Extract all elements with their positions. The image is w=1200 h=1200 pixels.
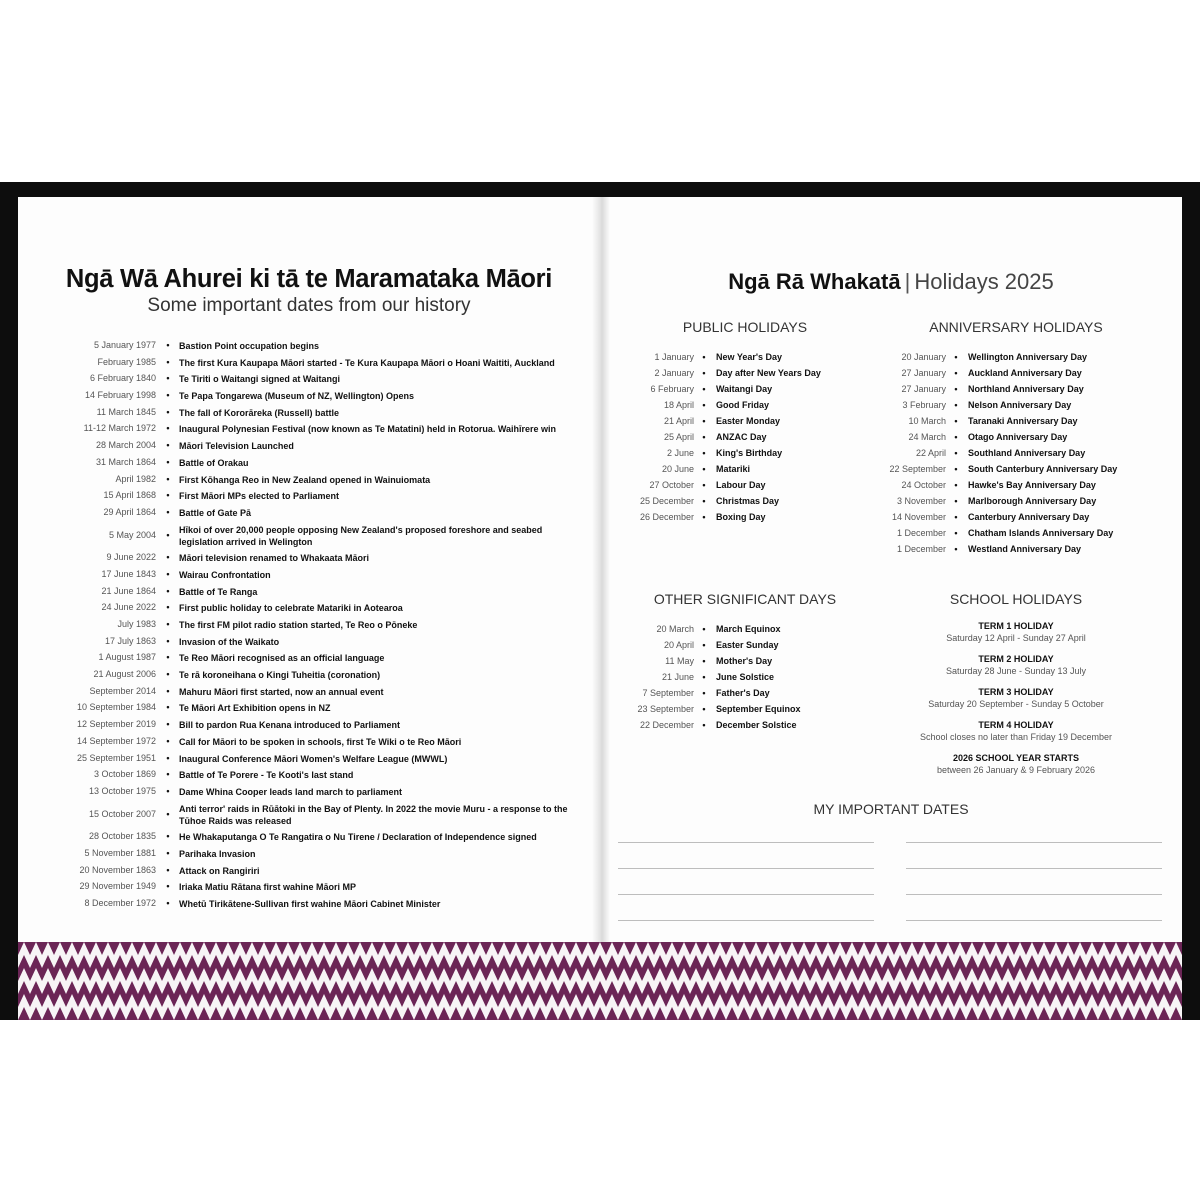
holiday-name: Auckland Anniversary Day <box>968 368 1082 378</box>
holiday-name: Boxing Day <box>716 512 766 522</box>
holiday-name: Wellington Anniversary Day <box>968 352 1088 362</box>
bullet-icon: • <box>166 864 170 875</box>
holiday-name: Father's Day <box>716 688 770 698</box>
bullet-icon: • <box>166 356 170 367</box>
history-date: 28 March 2004 <box>95 440 156 451</box>
holiday-date: 20 April <box>663 640 694 650</box>
bullet-icon: • <box>702 384 706 394</box>
bullet-icon: • <box>166 831 170 842</box>
history-date: 13 October 1975 <box>88 785 156 796</box>
holiday-name: South Canterbury Anniversary Day <box>968 464 1118 474</box>
bullet-icon: • <box>166 473 170 484</box>
bullet-icon: • <box>166 652 170 663</box>
school-term-dates: School closes no later than Friday 19 December <box>919 732 1113 742</box>
history-text: Māori television renamed to Whakaata Māori <box>179 553 370 564</box>
history-date: 21 June 1864 <box>101 585 156 596</box>
right-page <box>600 197 1182 1019</box>
other-days-heading: OTHER SIGNIFICANT DAYS <box>653 591 837 607</box>
history-date: 11 March 1845 <box>96 406 156 417</box>
history-row <box>18 686 600 698</box>
bullet-icon: • <box>166 506 170 517</box>
history-text: First Māori MPs elected to Parliament <box>179 491 340 502</box>
history-text: Attack on Rangiriri <box>179 865 260 876</box>
bullet-icon: • <box>166 752 170 763</box>
bullet-icon: • <box>166 373 170 384</box>
bullet-icon: • <box>166 529 170 540</box>
history-date: 21 August 2006 <box>93 669 156 680</box>
history-row <box>18 586 600 598</box>
holiday-name: Labour Day <box>716 480 766 490</box>
history-date: 1 August 1987 <box>98 652 156 663</box>
holiday-date: 25 April <box>663 432 694 442</box>
bullet-icon: • <box>702 672 706 682</box>
history-date: 31 March 1864 <box>95 456 156 467</box>
bullet-icon: • <box>954 480 958 490</box>
history-text: Bastion Point occupation begins <box>179 341 320 351</box>
bullet-icon: • <box>166 881 170 892</box>
bullet-icon: • <box>166 585 170 596</box>
history-text: Dame Whina Cooper leads land march to parliament <box>179 786 403 797</box>
holiday-name: March Equinox <box>716 624 781 634</box>
public-holidays-heading: PUBLIC HOLIDAYS <box>682 319 808 335</box>
holiday-name: Christmas Day <box>716 496 780 506</box>
bullet-icon: • <box>702 624 706 634</box>
bullet-icon: • <box>702 432 706 442</box>
history-row <box>18 898 600 910</box>
right-page-title <box>600 269 1182 295</box>
bullet-icon: • <box>166 552 170 563</box>
holiday-date: 20 June <box>661 464 694 474</box>
history-text: Te rā koroneihana o Kingi Tuheitia (coronation) <box>179 670 381 681</box>
holiday-date: 27 January <box>901 368 946 378</box>
bullet-icon: • <box>954 448 958 458</box>
holiday-date: 21 June <box>661 672 694 682</box>
history-row <box>18 440 600 452</box>
holiday-name: Otago Anniversary Day <box>968 432 1068 442</box>
bullet-icon: • <box>702 656 706 666</box>
title-maori: Ngā Rā Whakatā <box>728 269 901 294</box>
school-term-title: TERM 1 HOLIDAY <box>978 621 1054 631</box>
school-holiday-block <box>900 653 1132 677</box>
bullet-icon: • <box>166 735 170 746</box>
history-row <box>18 507 600 519</box>
holiday-name: Easter Monday <box>716 416 781 426</box>
history-text: Battle of Gate Pā <box>179 507 252 518</box>
history-date: February 1985 <box>97 356 156 367</box>
holiday-date: 20 January <box>901 352 946 362</box>
history-row <box>18 552 600 564</box>
holiday-date: 7 September <box>642 688 694 698</box>
history-date: 20 November 1863 <box>79 864 156 875</box>
bullet-icon: • <box>954 416 958 426</box>
bullet-icon: • <box>702 704 706 714</box>
bullet-icon: • <box>166 340 170 350</box>
school-holidays-list <box>900 620 1132 785</box>
history-row <box>18 474 600 486</box>
bullet-icon: • <box>166 568 170 579</box>
important-dates-line <box>618 868 874 869</box>
holiday-date: 1 January <box>654 352 694 362</box>
left-page <box>18 197 600 1019</box>
holiday-date: 20 March <box>656 624 694 634</box>
important-dates-line <box>618 894 874 895</box>
bullet-icon: • <box>954 512 958 522</box>
holiday-name: December Solstice <box>716 720 797 730</box>
bullet-icon: • <box>166 685 170 696</box>
holiday-date: 11 May <box>665 656 694 666</box>
holiday-name: Day after New Years Day <box>716 368 821 378</box>
school-holiday-block <box>900 719 1132 743</box>
history-text: Anti terror' raids in Rūātoki in the Bay of Plenty. In 2022 the movie Muru - a response to the Tūhoe Raids was released <box>179 803 568 826</box>
left-page-title: Ngā Wā Ahurei ki tā te Maramataka Māori <box>65 265 553 293</box>
history-text: First Kōhanga Reo in New Zealand opened in Wainuiomata <box>179 474 431 485</box>
bullet-icon: • <box>954 464 958 474</box>
history-row <box>18 736 600 748</box>
history-row <box>18 702 600 714</box>
history-date: 29 November 1949 <box>79 881 156 892</box>
history-row <box>18 490 600 502</box>
school-term-dates: Saturday 12 April - Sunday 27 April <box>946 633 1086 643</box>
bullet-icon: • <box>166 808 170 819</box>
holiday-date: 27 October <box>649 480 694 490</box>
holiday-date: 26 December <box>639 512 694 522</box>
holiday-name: Mother's Day <box>716 656 773 666</box>
history-date: 5 November 1881 <box>84 847 156 858</box>
bullet-icon: • <box>166 719 170 730</box>
holiday-date: 21 April <box>663 416 694 426</box>
school-term-title: TERM 3 HOLIDAY <box>978 687 1054 697</box>
history-text: Te Māori Art Exhibition opens in NZ <box>179 703 331 714</box>
bullet-icon: • <box>702 512 706 522</box>
history-date: 15 October 2007 <box>88 808 156 819</box>
history-date: 5 May 2004 <box>108 529 156 540</box>
history-row <box>18 373 600 385</box>
history-text: Te Reo Māori recognised as an official language <box>179 653 385 664</box>
holiday-name: Matariki <box>716 464 751 474</box>
bullet-icon: • <box>954 368 958 378</box>
history-text: Wairau Confrontation <box>179 569 271 580</box>
history-date: 24 June 2022 <box>101 602 156 613</box>
bullet-icon: • <box>166 440 170 451</box>
history-text: Battle of Te Porere - Te Kooti's last stand <box>179 770 354 781</box>
holiday-name: Taranaki Anniversary Day <box>968 416 1078 426</box>
holiday-date: 2 January <box>654 368 694 378</box>
left-page-subtitle: Some important dates from our history <box>147 295 471 316</box>
history-row <box>18 786 600 798</box>
history-text: Whetū Tirikātene-Sullivan first wahine Māori Cabinet Minister <box>179 899 441 909</box>
book-gutter-shadow <box>592 197 610 1019</box>
bullet-icon: • <box>166 490 170 501</box>
holiday-date: 2 June <box>666 448 694 458</box>
anniversary-holidays-heading: ANNIVERSARY HOLIDAYS <box>929 319 1103 335</box>
bullet-icon: • <box>702 352 706 362</box>
important-dates-heading: MY IMPORTANT DATES <box>813 801 969 817</box>
holiday-name: Hawke's Bay Anniversary Day <box>968 480 1096 490</box>
history-row <box>18 881 600 893</box>
school-holiday-block <box>900 620 1132 644</box>
history-row <box>18 357 600 369</box>
bullet-icon: • <box>702 480 706 490</box>
history-text: Inaugural Conference Māori Women's Welfare League (MWWL) <box>179 753 448 764</box>
history-text: Invasion of the Waikato <box>179 636 280 647</box>
bullet-icon: • <box>166 619 170 629</box>
bullet-icon: • <box>166 390 170 401</box>
holiday-date: 22 September <box>889 464 946 474</box>
holiday-name: Marlborough Anniversary Day <box>968 496 1097 506</box>
bullet-icon: • <box>954 432 958 442</box>
holiday-name: King's Birthday <box>716 448 783 458</box>
school-term-dates: Saturday 28 June - Sunday 13 July <box>945 666 1087 676</box>
history-text: The fall of Kororāreka (Russell) battle <box>179 407 340 418</box>
history-text: Te Papa Tongarewa (Museum of NZ, Wellington) Opens <box>179 391 415 402</box>
history-row <box>18 390 600 402</box>
bullet-icon: • <box>702 640 706 650</box>
holiday-date: 3 February <box>902 400 946 410</box>
history-text: Iriaka Matiu Rātana first wahine Māori MP <box>179 882 357 893</box>
history-date: 29 April 1864 <box>103 506 156 517</box>
bullet-icon: • <box>166 898 170 908</box>
history-row <box>18 865 600 877</box>
title-separator: | <box>904 269 911 294</box>
history-row <box>18 602 600 614</box>
bullet-icon: • <box>702 448 706 458</box>
history-text: He Whakaputanga O Te Rangatira o Nu Tirene / Declaration of Independence signed <box>179 832 537 843</box>
history-date: July 1983 <box>117 619 156 629</box>
bullet-icon: • <box>702 720 706 730</box>
history-text: Battle of Te Ranga <box>179 586 258 597</box>
bullet-icon: • <box>954 384 958 394</box>
history-date: 11-12 March 1972 <box>83 423 156 434</box>
history-text: Hīkoi of over 20,000 people opposing New Zealand's proposed foreshore and seabed legislation arrived in Welington <box>179 524 543 547</box>
holiday-name: New Year's Day <box>716 352 783 362</box>
history-text: Te Tiriti o Waitangi signed at Waitangi <box>179 374 341 385</box>
bullet-icon: • <box>702 496 706 506</box>
history-text: Mahuru Māori first started, now an annual event <box>179 686 384 697</box>
bullet-icon: • <box>702 416 706 426</box>
school-holiday-block <box>900 752 1132 776</box>
holiday-name: Westland Anniversary Day <box>968 544 1082 554</box>
holiday-name: ANZAC Day <box>716 432 767 442</box>
history-row <box>18 407 600 419</box>
history-row <box>18 769 600 781</box>
school-holiday-block <box>900 686 1132 710</box>
holiday-name: June Solstice <box>716 672 775 682</box>
important-dates-line <box>906 842 1162 843</box>
holiday-date: 6 February <box>650 384 694 394</box>
title-english: Holidays 2025 <box>914 269 1054 294</box>
school-term-title: TERM 4 HOLIDAY <box>978 720 1054 730</box>
bullet-icon: • <box>702 464 706 474</box>
history-date: 28 October 1835 <box>88 831 156 842</box>
holiday-date: 24 October <box>901 480 946 490</box>
history-date: 5 January 1977 <box>93 340 156 350</box>
bullet-icon: • <box>702 688 706 698</box>
bullet-icon: • <box>166 456 170 467</box>
bullet-icon: • <box>166 785 170 796</box>
history-date: 25 September 1951 <box>76 752 156 763</box>
bullet-icon: • <box>954 352 958 362</box>
history-date: 15 April 1868 <box>103 490 156 501</box>
history-row <box>18 753 600 765</box>
history-date: 14 September 1972 <box>76 735 156 746</box>
history-date: 17 July 1863 <box>104 635 156 646</box>
important-dates-line <box>618 920 874 921</box>
school-term-title: TERM 2 HOLIDAY <box>978 654 1054 664</box>
bullet-icon: • <box>954 496 958 506</box>
history-text: Parihaka Invasion <box>179 848 256 859</box>
history-row <box>18 719 600 731</box>
holiday-date: 1 December <box>896 544 946 554</box>
history-text: Māori Television Launched <box>179 441 294 452</box>
holiday-date: 10 March <box>908 416 946 426</box>
bullet-icon: • <box>166 847 170 858</box>
history-date: 8 December 1972 <box>84 898 156 908</box>
holiday-date: 22 April <box>915 448 946 458</box>
history-text: The first FM pilot radio station started, Te Reo o Pōneke <box>179 620 418 630</box>
history-list <box>18 340 600 915</box>
triangle-pattern-border <box>18 942 1182 1020</box>
bullet-icon: • <box>166 635 170 646</box>
holiday-date: 18 April <box>663 400 694 410</box>
bullet-icon: • <box>954 400 958 410</box>
holiday-name: Nelson Anniversary Day <box>968 400 1072 410</box>
bullet-icon: • <box>702 400 706 410</box>
holiday-name: September Equinox <box>716 704 801 714</box>
holiday-name: Northland Anniversary Day <box>968 384 1084 394</box>
important-dates-line <box>906 920 1162 921</box>
history-row <box>18 669 600 681</box>
bullet-icon: • <box>166 669 170 680</box>
history-row <box>18 636 600 648</box>
history-date: 3 October 1869 <box>93 769 156 780</box>
holiday-date: 27 January <box>901 384 946 394</box>
history-row <box>18 340 600 352</box>
bullet-icon: • <box>166 602 170 613</box>
holiday-date: 14 November <box>891 512 946 522</box>
holiday-name: Good Friday <box>716 400 770 410</box>
history-date: 14 February 1998 <box>84 390 156 401</box>
history-date: 17 June 1843 <box>101 568 156 579</box>
history-text: The first Kura Kaupapa Māori started - Te Kura Kaupapa Māori o Hoani Waititi, Auckland <box>179 357 555 368</box>
holiday-date: 23 September <box>637 704 694 714</box>
history-text: Battle of Orakau <box>179 457 249 468</box>
history-row <box>18 457 600 469</box>
history-text: First public holiday to celebrate Matariki in Aotearoa <box>179 603 403 614</box>
important-dates-line <box>906 894 1162 895</box>
history-text: Inaugural Polynesian Festival (now known as Te Matatini) held in Rotorua. Waihīrere win <box>179 424 557 435</box>
important-dates-line <box>618 842 874 843</box>
holiday-date: 25 December <box>639 496 694 506</box>
bullet-icon: • <box>166 702 170 713</box>
bullet-icon: • <box>702 368 706 378</box>
history-text: Call for Māori to be spoken in schools, first Te Wiki o te Reo Māori <box>179 736 462 747</box>
history-text: Bill to pardon Rua Kenana introduced to Parliament <box>179 720 401 731</box>
school-holidays-heading: SCHOOL HOLIDAYS <box>949 591 1083 607</box>
history-row <box>18 619 600 631</box>
bullet-icon: • <box>166 769 170 780</box>
bullet-icon: • <box>954 544 958 554</box>
history-date: 9 June 2022 <box>106 552 156 563</box>
history-row <box>18 524 600 548</box>
holiday-date: 24 March <box>908 432 946 442</box>
bullet-icon: • <box>166 406 170 417</box>
history-date: 12 September 2019 <box>76 719 156 730</box>
history-row <box>18 423 600 435</box>
history-row <box>18 831 600 843</box>
history-date: April 1982 <box>115 473 156 484</box>
holiday-name: Canterbury Anniversary Day <box>968 512 1090 522</box>
bullet-icon: • <box>954 528 958 538</box>
important-dates-line <box>906 868 1162 869</box>
holiday-name: Chatham Islands Anniversary Day <box>968 528 1114 538</box>
holiday-date: 1 December <box>896 528 946 538</box>
history-row <box>18 803 600 827</box>
holiday-date: 22 December <box>639 720 694 730</box>
history-date: September 2014 <box>89 685 156 696</box>
history-date: 10 September 1984 <box>76 702 156 713</box>
bullet-icon: • <box>166 423 170 434</box>
school-term-dates: between 26 January & 9 February 2026 <box>936 765 1096 775</box>
holiday-name: Easter Sunday <box>716 640 779 650</box>
holiday-name: Southland Anniversary Day <box>968 448 1086 458</box>
history-date: 6 February 1840 <box>89 373 156 384</box>
holiday-date: 3 November <box>896 496 946 506</box>
school-term-dates: Saturday 20 September - Sunday 5 October <box>928 699 1104 709</box>
holiday-name: Waitangi Day <box>716 384 773 394</box>
school-term-title: 2026 SCHOOL YEAR STARTS <box>952 753 1080 763</box>
history-row <box>18 848 600 860</box>
history-row <box>18 569 600 581</box>
history-row <box>18 652 600 664</box>
